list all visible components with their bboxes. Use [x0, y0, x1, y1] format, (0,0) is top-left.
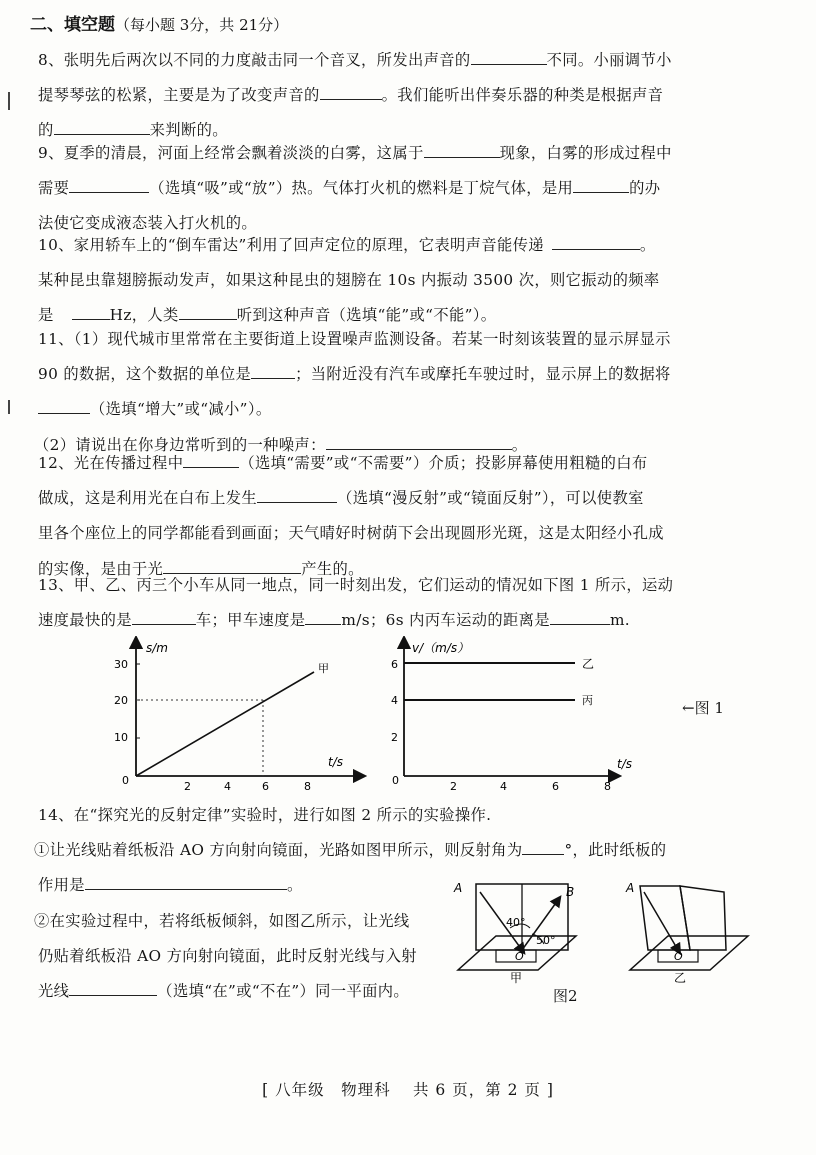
y-tick: 30 — [114, 658, 128, 671]
x-tick: 2 — [450, 780, 457, 793]
answer-blank[interactable] — [132, 623, 196, 625]
x-tick: 0 — [392, 774, 399, 787]
point-b: B — [566, 885, 575, 899]
x-tick: 2 — [184, 780, 191, 793]
section-title — [30, 10, 288, 35]
figure-1-caption: ←图 1 — [682, 699, 724, 717]
answer-blank[interactable] — [183, 466, 239, 468]
page-footer: [ 八年级 物理科 共 6 页，第 2 页 ] — [262, 1081, 554, 1099]
figure-2-yi — [625, 881, 748, 985]
y-tick: 4 — [391, 694, 398, 707]
question-10: 10、家用轿车上的“倒车雷达”利用了回声定位的原理，它表明声音能传递 。 某种昆虫靠翅膀振动发声，如果这种昆虫的翅膀在 10s 内振动 3500 次，则它振动的频率 是 Hz，人类 听到这种声音（选填“能”或“不能”）。 — [38, 236, 660, 325]
section-heading: 二、填空题 — [30, 15, 115, 35]
answer-blank[interactable] — [251, 377, 295, 379]
y-tick: 20 — [114, 694, 128, 707]
y-axis-label: s/m — [146, 641, 168, 655]
x-tick: 4 — [500, 780, 507, 793]
answer-blank[interactable] — [257, 501, 337, 503]
x-tick: 0 — [122, 774, 129, 787]
figure-caption: 甲 — [510, 971, 523, 985]
x-tick: 6 — [552, 780, 559, 793]
answer-blank[interactable] — [72, 318, 110, 320]
answer-blank[interactable] — [69, 191, 149, 193]
x-tick: 8 — [304, 780, 311, 793]
answer-blank[interactable] — [471, 63, 547, 65]
s-t-graph — [114, 641, 360, 793]
y-axis-label: v/（m/s） — [412, 641, 470, 655]
question-8: 8、张明先后两次以不同的力度敲击同一个音叉，所发出声音的 不同。小丽调节小 提琴琴弦的松紧，主要是为了改变声音的 。我们能听出伴奏乐器的种类是根据声音 的 来判断的。 — [38, 51, 672, 140]
answer-blank[interactable] — [552, 248, 640, 250]
question-9: 9、夏季的清晨，河面上经常会飘着淡淡的白雾，这属于 现象，白雾的形成过程中 需要 （选填“吸”或“放”）热。气体打火机的燃料是丁烷气体，是用 的办 法使它变成液态装入打火机的。 — [38, 144, 672, 233]
binding-mark — [8, 92, 10, 110]
point-o: O — [515, 950, 524, 963]
answer-blank[interactable] — [85, 888, 287, 890]
figure-2-caption: 图2 — [553, 987, 578, 1005]
figure-caption: 乙 — [674, 971, 687, 985]
answer-blank[interactable] — [320, 98, 382, 100]
binding-mark — [8, 400, 10, 414]
figure-2-jia — [453, 881, 576, 985]
question-13: 13、甲、乙、丙三个小车从同一地点，同一时刻出发，它们运动的情况如下图 1 所示，运动 速度最快的是 车；甲车速度是 m/s；6s 内丙车运动的距离是 m. — [38, 576, 674, 630]
figure-2 — [452, 874, 762, 986]
series-label: 丙 — [582, 694, 593, 707]
angle-label: 40° — [506, 916, 526, 929]
x-axis-label: t/s — [617, 757, 632, 771]
y-tick: 2 — [391, 731, 398, 744]
answer-blank[interactable] — [424, 156, 500, 158]
x-tick: 4 — [224, 780, 231, 793]
answer-blank[interactable] — [38, 412, 90, 414]
x-axis-label: t/s — [328, 755, 343, 769]
question-12: 12、光在传播过程中 （选填“需要”或“不需要”）介质；投影屏幕使用粗糙的白布 做成，这是利用光在白布上发生 （选填“漫反射”或“镜面反射”），可以使教室 里各个座位上的同学都能看到画面；天气晴好时树荫下会出现圆形光斑，这是太阳经小孔成 的实像，是由于光 产生的。 — [38, 454, 664, 578]
answer-blank[interactable] — [305, 623, 341, 625]
y-tick: 10 — [114, 731, 128, 744]
series-jia-line — [136, 672, 314, 776]
series-label: 甲 — [318, 662, 329, 675]
figure-1 — [110, 636, 670, 796]
point-a: A — [626, 881, 635, 895]
answer-blank[interactable] — [179, 318, 237, 320]
question-14: 14、在“探究光的反射定律”实验时，进行如图 2 所示的实验操作. ①让光线贴着纸板沿 AO 方向射向镜面，光路如图甲所示，则反射角为 °，此时纸板的 作用是 。 ②在实验过程中，若将纸板倾斜，如图乙所示，让光线 仍贴着纸板沿 AO 方向射向镜面，此时反射光线与入射 光线 （选填“在”或“不在”）同一平面内。 — [34, 806, 667, 1001]
point-o: O — [674, 950, 683, 963]
answer-blank[interactable] — [522, 853, 564, 855]
answer-blank[interactable] — [573, 191, 629, 193]
answer-blank[interactable] — [69, 994, 157, 996]
x-tick: 6 — [262, 780, 269, 793]
angle-label: 50° — [536, 934, 556, 947]
question-11: 11、（1）现代城市里常常在主要街道上设置噪声监测设备。若某一时刻该装置的显示屏显示 90 的数据，这个数据的单位是 ；当附近没有汽车或摩托车驶过时，显示屏上的数据将 （选填“增大”或“减小”）。 （2）请说出在你身边常听到的一种噪声： 。 — [34, 330, 671, 454]
answer-blank[interactable] — [550, 623, 610, 625]
point-a: A — [454, 881, 463, 895]
v-t-graph — [391, 641, 632, 793]
series-label: 乙 — [582, 657, 595, 671]
x-tick: 8 — [604, 780, 611, 793]
y-tick: 6 — [391, 658, 398, 671]
section-score-note: （每小题 3分，共 21分） — [115, 16, 289, 34]
tilted-board — [640, 886, 690, 950]
